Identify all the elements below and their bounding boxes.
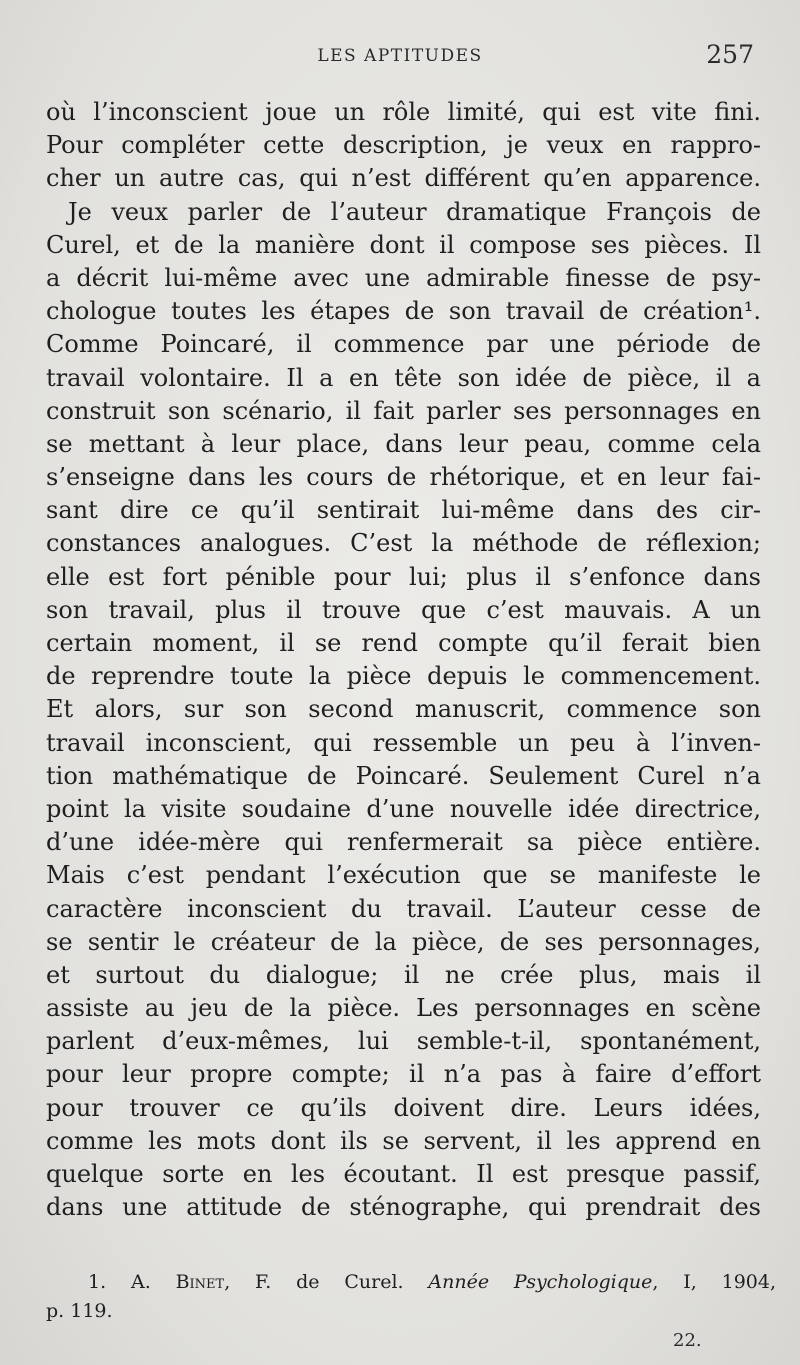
footnote-author-name: Binet	[175, 1271, 225, 1293]
text-line: sant dire ce qu’il sentirait lui-même dans des cir-	[46, 496, 761, 525]
text-line: Mais c’est pendant l’exécution que se manifeste le	[46, 861, 761, 890]
footnote	[46, 1268, 776, 1326]
text-line: de reprendre toute la pièce depuis le commencement.	[46, 662, 761, 691]
footnote-journal: Année Psychologique	[428, 1271, 653, 1293]
text-line: pour leur propre compte; il n’a pas à faire d’effort	[46, 1060, 761, 1089]
text-line: Je veux parler de l’auteur dramatique François de	[68, 197, 761, 226]
text-line: a décrit lui-même avec une admirable finesse de psy-	[46, 263, 761, 292]
text-line: chologue toutes les étapes de son travail de création¹.	[46, 297, 761, 326]
signature-mark: 22.	[673, 1330, 702, 1351]
text-line: Comme Poincaré, il commence par une période de	[46, 330, 761, 359]
text-line: parlent d’eux-mêmes, lui semble-t-il, spontanément,	[46, 1027, 761, 1056]
text-line: travail volontaire. Il a en tête son idée de pièce, il a	[46, 363, 761, 392]
text-line: se mettant à leur place, dans leur peau, comme cela	[46, 429, 761, 458]
text-line: assiste au jeu de la pièce. Les personnages en scène	[46, 994, 761, 1023]
body-text	[46, 96, 761, 1224]
footnote-line	[46, 1297, 776, 1326]
footnote-author-initial: A.	[130, 1271, 151, 1293]
running-header	[46, 40, 754, 74]
text-line: où l’inconscient joue un rôle limité, qui est vite fini.	[46, 98, 761, 126]
text-line: elle est fort pénible pour lui; plus il s’enfonce dans	[46, 562, 761, 591]
text-line: et surtout du dialogue; il ne crée plus, mais il	[46, 960, 761, 989]
footnote-volume-year: , I, 1904,	[652, 1271, 777, 1293]
text-line: comme les mots dont ils se servent, il les apprend en	[46, 1126, 761, 1155]
text-line: Curel, et de la manière dont il compose ses pièces. Il	[46, 230, 761, 259]
text-line: Pour compléter cette description, je veux en rappro-	[46, 131, 761, 160]
page-number: 257	[706, 40, 754, 69]
text-line: constances analogues. C’est la méthode de réflexion;	[46, 529, 761, 558]
text-line: construit son scénario, il fait parler ses personnages en	[46, 396, 761, 425]
text-line: Et alors, sur son second manuscrit, commence son	[46, 695, 761, 724]
text-line: pour trouver ce qu’ils doivent dire. Leurs idées,	[46, 1093, 761, 1122]
footnote-marker: 1.	[88, 1271, 107, 1293]
footnote-subject: , F. de Curel.	[224, 1271, 404, 1293]
text-line: quelque sorte en les écoutant. Il est presque passif,	[46, 1160, 761, 1188]
footnote-line	[46, 1268, 776, 1297]
text-line: dans une attitude de sténographe, qui prendrait des	[46, 1193, 761, 1222]
text-line: se sentir le créateur de la pièce, de ses personnages,	[46, 927, 761, 956]
text-line: d’une idée-mère qui renfermerait sa pièce entière.	[46, 828, 761, 857]
text-line: cher un autre cas, qui n’est différent qu’en apparence.	[46, 164, 761, 193]
text-line: s’enseigne dans les cours de rhétorique, et en leur fai-	[46, 463, 761, 492]
text-line: certain moment, il se rend compte qu’il ferait bien	[46, 629, 761, 657]
running-title: LES APTITUDES	[317, 46, 483, 66]
text-line: son travail, plus il trouve que c’est mauvais. A un	[46, 595, 761, 624]
text-line: point la visite soudaine d’une nouvelle idée directrice,	[46, 794, 761, 823]
text-line: tion mathématique de Poincaré. Seulement Curel n’a	[46, 761, 761, 790]
footnote-pages: p. 119.	[46, 1300, 113, 1322]
text-line: caractère inconscient du travail. L’auteur cesse de	[46, 894, 761, 923]
text-line: travail inconscient, qui ressemble un peu à l’inven-	[46, 728, 761, 757]
